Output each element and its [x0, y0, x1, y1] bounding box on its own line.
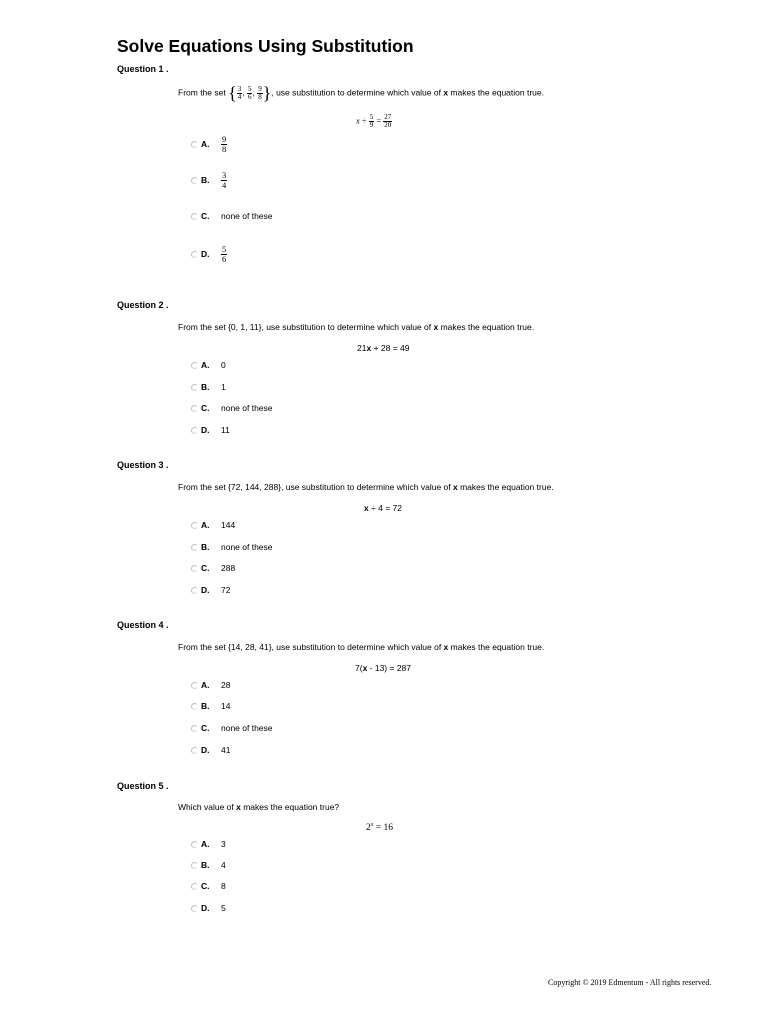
question-2-label: Question 2 .: [117, 300, 169, 310]
set-open-brace: {: [228, 83, 237, 103]
radio-button[interactable]: [191, 883, 198, 890]
set-fraction: $\frac{3}{4}$: [237, 84, 242, 101]
radio-button[interactable]: [191, 405, 198, 412]
question-2-equation: 21x + 28 = 49: [357, 343, 410, 353]
radio-button[interactable]: [191, 747, 198, 754]
question-3-option-b[interactable]: B. none of these: [191, 540, 273, 554]
question-4-label: Question 4 .: [117, 620, 169, 630]
question-5-option-a[interactable]: A. 3: [191, 837, 226, 851]
question-4-option-b[interactable]: B. 14: [191, 699, 230, 713]
question-4-option-a[interactable]: A. 28: [191, 678, 230, 692]
question-3-option-a[interactable]: A. 144: [191, 518, 235, 532]
question-5-equation: $2^x = 16$: [366, 822, 394, 834]
question-5-option-d[interactable]: D. 5: [191, 901, 226, 915]
question-2-option-c[interactable]: C. none of these: [191, 401, 273, 415]
question-1-prompt: From the set { $\frac{3}{4}$ , $\frac{5}{6}$ , $\frac{9}{8}$ }, use substitution to determine which value of x makes the equation true.: [178, 83, 544, 103]
option-fraction: $\frac{5}{6}$: [222, 244, 227, 264]
set-fraction: $\frac{5}{6}$: [247, 84, 252, 101]
question-4-option-d[interactable]: D. 41: [191, 743, 230, 757]
question-3-label: Question 3 .: [117, 460, 169, 470]
page-title: Solve Equations Using Substitution: [117, 36, 414, 56]
question-3-option-c[interactable]: C. 288: [191, 561, 235, 575]
radio-button[interactable]: [191, 703, 198, 710]
radio-button[interactable]: [191, 682, 198, 689]
question-1-option-c[interactable]: C. none of these: [191, 209, 273, 223]
question-3-option-d[interactable]: D. 72: [191, 583, 230, 597]
question-3-equation: x ÷ 4 = 72: [364, 503, 402, 513]
option-fraction: $\frac{9}{8}$: [222, 134, 227, 154]
radio-button[interactable]: [191, 587, 198, 594]
question-2-option-d[interactable]: D. 11: [191, 423, 230, 437]
question-3-prompt: From the set {72, 144, 288}, use substitution to determine which value of x makes the equation true.: [178, 482, 554, 492]
radio-button[interactable]: [191, 384, 198, 391]
radio-button[interactable]: [191, 427, 198, 434]
radio-button[interactable]: [191, 177, 198, 184]
question-2-prompt: From the set {0, 1, 11}, use substitution to determine which value of x makes the equation true.: [178, 322, 535, 332]
radio-button[interactable]: [191, 522, 198, 529]
copyright-notice: Copyright © 2019 Edmentum - All rights reserved.: [548, 978, 712, 987]
radio-button[interactable]: [191, 565, 198, 572]
radio-button[interactable]: [191, 213, 198, 220]
radio-button[interactable]: [191, 725, 198, 732]
question-5-option-c[interactable]: C. 8: [191, 879, 226, 893]
option-fraction: $\frac{3}{4}$: [222, 170, 227, 190]
question-1-label: Question 1 .: [117, 64, 169, 74]
radio-button[interactable]: [191, 841, 198, 848]
radio-button[interactable]: [191, 251, 198, 258]
question-2-option-a[interactable]: A. 0: [191, 358, 226, 372]
question-4-prompt: From the set {14, 28, 41}, use substitution to determine which value of x makes the equation true.: [178, 642, 545, 652]
question-1-option-a[interactable]: A. $\frac{9}{8}$: [191, 135, 227, 153]
question-5-prompt: Which value of x makes the equation true?: [178, 802, 340, 812]
set-close-brace: }: [262, 83, 272, 103]
question-4-option-c[interactable]: C. none of these: [191, 721, 273, 735]
radio-button[interactable]: [191, 141, 198, 148]
question-5-label: Question 5 .: [117, 781, 169, 791]
question-1-equation: x ÷ $\frac{5}{9}$ = $\frac{27}{20}$: [356, 113, 392, 129]
question-5-option-b[interactable]: B. 4: [191, 858, 226, 872]
radio-button[interactable]: [191, 862, 198, 869]
radio-button[interactable]: [191, 362, 198, 369]
question-1-option-d[interactable]: D. $\frac{5}{6}$: [191, 245, 227, 263]
question-1-option-b[interactable]: B. $\frac{3}{4}$: [191, 171, 227, 189]
question-2-option-b[interactable]: B. 1: [191, 380, 226, 394]
question-4-equation: 7(x - 13) = 287: [355, 663, 412, 673]
radio-button[interactable]: [191, 905, 198, 912]
radio-button[interactable]: [191, 544, 198, 551]
set-fraction: $\frac{9}{8}$: [258, 84, 262, 101]
